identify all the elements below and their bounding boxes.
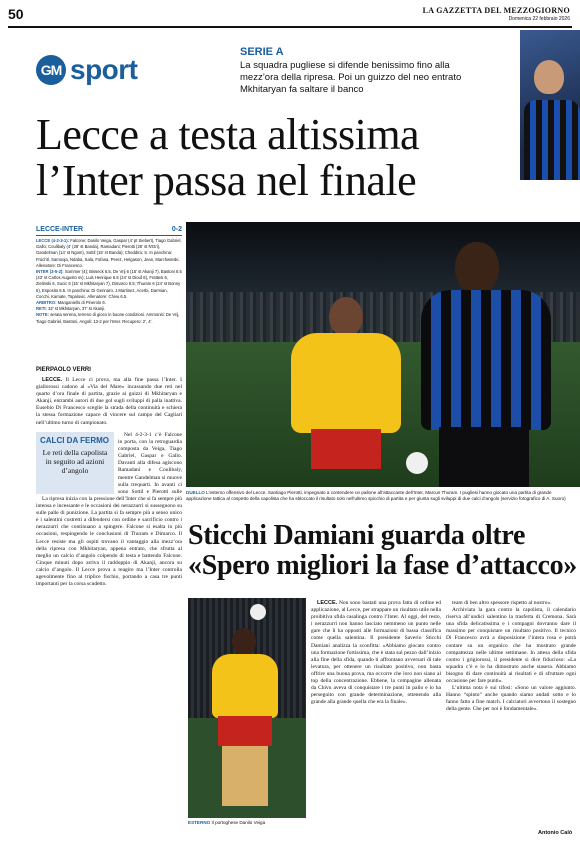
pull-quote-title: CALCI DA FERMO xyxy=(40,436,110,445)
article1-column-bottom: La ripresa inizia con la pressione dell’Inter che si fa sempre più intensa e incessante e le occasioni dei nerazzurri si susseguono su sulle palle di punizione. La partita si fa sempre più a senso unico e i salentini costretti a difendersi con ordine e sacrificio contro i nerazzurri che continuano a spingere. Falcone si esalta in più occasioni, respingendo le conclusioni di Thuram e Dimarco. Il Lecce resiste ma gli ospiti trovano il vantaggio alla mezz’ora della ripresa con Mkhitaryan, appena entrato, che sfrutta al meglio un calcio d’angolo colpendo di testa e battendo Falcone. Cinque minuti dopo arriva il raddoppio di Akanji, ancora su calcio d’angolo. Il Lecce prova a reagire ma l’Inter controlla agevolmente fino al triplice fischio, portando a casa tre punti importanti per la corsa scudetto. xyxy=(36,496,182,588)
article2-column-1: LECCE. Non sono bastati una prova fatta di ordine ed applicazione, al Lecce, per strappare un risultato utile nella proibitiva sfida casalinga contro l’Inter. Al oggi, del resto, i nerazzurri non hanno lasciato nemmeno un punto nelle gare che li ha opposti alle formazioni di bassa classifica come quella salentina. Il presidente Saverio Sticchi Damiani analizza la sconfitta: «Abbiamo giocato contro una formazione fortissima, che è stata sul pezzo dall’inizio alla fine della sfida, quando ti affrontano avversari di tale levatura, per ottenere un risultato positivo, non basta offrire una buona prova, ma occorre che loro non siano al top della concentrazione. Ebbene, la compagine allenata da Chivu aveva di conquistare i tre punti in palio e lo ha perseguito con grande determinazione, ottenendo alla grande alla grande quella che era la finale». xyxy=(311,600,441,706)
main-photo xyxy=(186,222,580,487)
page-number: 50 xyxy=(8,6,24,22)
masthead: LA GAZZETTA DEL MEZZOGIORNO xyxy=(422,6,570,15)
player-photo-strip xyxy=(520,30,580,180)
secondary-photo-caption: ESTERNO Il portoghese Danilo Veiga xyxy=(188,820,266,825)
main-photo-caption: DUELLO L’esterno offensivo del Lecce, Santiago Pierotti, impegnato a contendere un pallone all’attaccante dell’Inter, Marcus Thuram. I pugliesi hanno giocato una partita di grande applicazione tattica al cospetto della capolista che ha sbloccato il risultato solo nell’ultimo spicchio di partita e per giunta sugli sviluppi di due calci d’angolo (servizio fotografico di A. Suoro) xyxy=(186,490,566,501)
pull-quote-text: Le reti della capolista in seguito ad azioni d’angolo xyxy=(42,448,108,475)
tabellino-score: 0-2 xyxy=(171,226,182,233)
headline-line-1: Lecce a testa altissima xyxy=(36,110,420,159)
signature: Antonio Calò xyxy=(538,830,573,836)
tabellino-title: LECCE-INTER xyxy=(36,226,182,236)
football xyxy=(250,604,266,620)
football xyxy=(406,452,428,474)
tabellino-note: NOTE: serata serena, terreno di gioco in buone condizioni. Ammoniti: De Vrij, Tiago Gabriel, Bastoni, Angoli: 13-2 per l'Inter. Recupero: 2', 4'. xyxy=(36,312,180,324)
inter-player xyxy=(421,242,551,487)
article1-column-top: LECCE. Il Lecce ci prova, ma alla fine passa l’Inter. I giallorossi cadono al «Via del Mare» incassando due reti nel quarto d’ora finale di partita, grazie ai guizzi di Mkhitaryan e Akanji, entrambi autori di due gol sugli sviluppi di palla inattiva. Eusebio Di Francesco sceglie la strada della continuità e schiera la stessa formazione capace di vincere sul campo del Cagliari nell’ultimo turno di campionato. xyxy=(36,377,182,426)
secondary-headline xyxy=(188,521,578,581)
header-rule xyxy=(8,26,572,28)
player-head xyxy=(534,60,564,94)
secondary-photo xyxy=(188,598,306,818)
tabellino-lecce: LECCE (4-2-3-1): Falcone; Danilo Veiga, Gaspar (4' pt Siebert), Tiago Gabriel, Gallo; Coulibaly (4' (28' st Banda), Ramadani; Pierotti (26' st N'Dri), Gandelman (14' st Ngom), Sottil (15' st Banda); Cheddira; S. In panchina: Frúchtl, Samooja, Ndaba, Sala, Fofana, Perez, Helgason, Jean, Marchwinski. Allenatore: Di Francesco. xyxy=(36,238,182,268)
main-headline xyxy=(36,112,526,204)
secondary-headline-line-2: «Spero migliori la fase d’attacco» xyxy=(188,550,577,581)
issue-date: Domenica 22 febbraio 2026 xyxy=(508,16,570,22)
section-logo-icon: GM xyxy=(36,55,66,85)
summary: La squadra pugliese si difende benissimo fino alla mezz’ora della ripresa. Poi un guizzo del neo entrato Mkhitaryan fa saltare il banco xyxy=(240,60,462,95)
section-logo-word: sport xyxy=(70,54,138,85)
secondary-headline-line-1: Sticchi Damiani guarda oltre xyxy=(188,520,526,551)
tabellino-body xyxy=(36,238,182,325)
headline-line-2: l’Inter passa nel finale xyxy=(36,156,417,205)
article1-column-beside-pull: Nel 4-2-3-1 c’è Falcone in porta, con la retroguardia composta da Veiga, Tiago Gabriel, Gaspar e Gallo. Davanti alla difesa agiscono Ramadani e Coulibaly, mentre Gandelman si muove sulla trequarti. In avanti ci sono Sottil e Pierotti sulle xyxy=(118,432,182,494)
article2-column-2: team di ben altro spessore rispetto al nostro». Archiviata la gara contro la capolista, il calendario riserva all’undici salentino la trasferta di Cremona. Sarà una sfida delicatissima e i compagni dovranno dare il massimo per conquistare un risultato positivo. Il tecnico Di Francesco avrà a disposizione l’intera rosa e potrà contare su un organico che ha mostrato grande compattezza nelle ultime settimane. In attesa della sfida contro i grigiorossi, il presidente si dice fiducioso: «La squadra c’è e lo ha dimostrato anche stasera. Abbiamo bisogno di dare continuità ai risultati e di sfruttare ogni occasione per fare punti». L’ultima nota è sui tifosi: «Sono un valore aggiunto. Hanno “spinto” anche quando siamo andati sotto e lo fanno fatto a fine match. I calciatori avvertono il sostegno della gente. Che per noi è fondamentale». xyxy=(446,600,576,713)
tabellino-inter: INTER (3-5-2): Sommer (4); Bisseck 6.5, De Vrij 6 (15' st Akanji 7), Bastoni 6.5 (43' st Carlos Augusto sv); Luis Henrique 6.5 (24' st Diouf 6), Frattesi 6, Zielinski 6, Sucic 6 (15' st Mkhitaryan 7), Dimarco 6.5; Thuram 6 (24' st Bonny 5), Esposito 6.5. In panchina: Di Gennaro, J.Martinez, Acerbi, Darmian, Cocchi, Kamate, Topalovic. Allenatore: Chivu 6.5. xyxy=(36,269,182,299)
kicker: SERIE A xyxy=(240,46,284,58)
byline: PIERPAOLO VERRI xyxy=(36,367,91,373)
pull-quote xyxy=(36,432,114,494)
inter-shirt xyxy=(524,100,580,180)
tabellino-reti: RETI: 32' st Mkhitaryan, 37' st Akanji. xyxy=(36,306,106,312)
tabellino-arbitro: ARBITRO: Manganiello di Pinerolo 6. xyxy=(36,300,106,306)
lecce-player xyxy=(291,297,401,487)
